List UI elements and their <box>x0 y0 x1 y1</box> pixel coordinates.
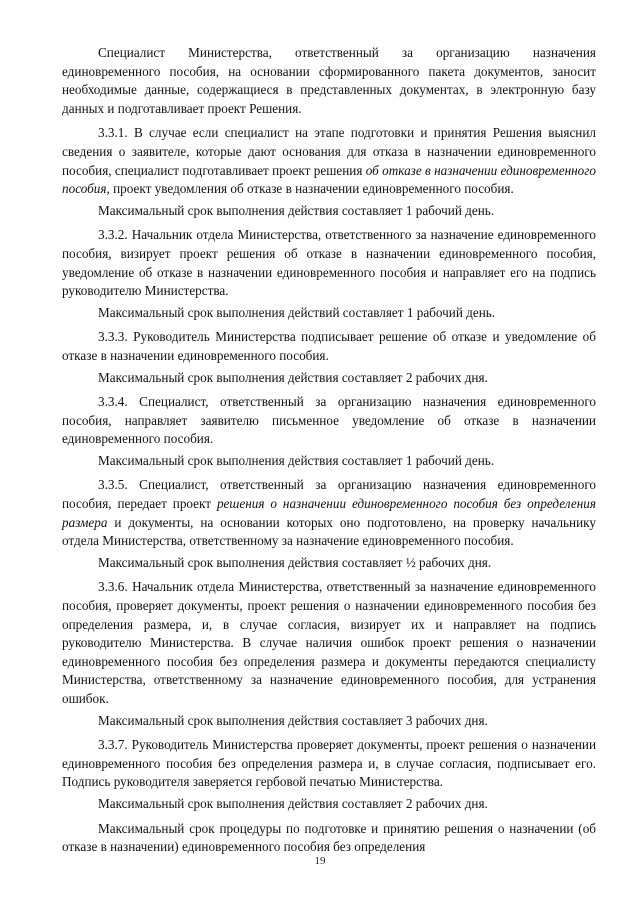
term-3-3-2: Максимальный срок выполнения действий составляет 1 рабочий день. <box>98 304 496 320</box>
paragraph-3-3-1-text-a: 3.3.1. В случае если специалист на этапе подготовки и принятия Решения выяснил сведения о заявителе, которые дают основания для отказа в назначении единовременного пособия, специалист подготавливает проект решения <box>62 125 596 178</box>
page-number: 19 <box>314 855 326 867</box>
paragraph-intro: Специалист Министерства, ответственный за организацию назначения единовременного пособия, на основании сформированного пакета документов, заносит необходимые данные, содержащиеся в представленных документах, в электронную базу данных и подготавливает проект Решения. <box>62 45 596 116</box>
paragraph-3-3-5 <box>62 476 596 550</box>
paragraph-3-3-1-emphasis: об отказе в назначении единовременного пособия <box>62 162 596 197</box>
paragraph-3-3-5-emphasis: решения о назначении единовременного пособия без определения размера <box>62 496 596 530</box>
term-3-3-7: Максимальный срок выполнения действия составляет 2 рабочих дня. <box>98 795 488 811</box>
document-body <box>62 44 596 863</box>
paragraph-3-3-4: 3.3.4. Специалист, ответственный за организацию назначения единовременного пособия, направляет заявителю письменное уведомление об отказе в назначении единовременного пособия. <box>62 394 596 447</box>
paragraph-3-3-5-text-a: 3.3.5. Специалист, ответственный за организацию назначения единовременного пособия, передает проект <box>62 477 596 512</box>
paragraph-3-3-3: 3.3.3. Руководитель Министерства подписывает решение об отказе и уведомление об отказе в назначении единовременного пособия. <box>62 329 596 363</box>
paragraph-3-3-5-text-b: и документы, на основании которых оно подготовлено, на проверку начальнику отдела Министерства, ответственному за назначение единовременного пособия. <box>62 514 596 549</box>
term-3-3-1: Максимальный срок выполнения действия составляет 1 рабочий день. <box>98 202 495 218</box>
paragraph-3-3-7: 3.3.7. Руководитель Министерства проверяет документы, проект решения о назначении единовременного пособия без определения размера и, в случае согласия, подписывает его. Подпись руководителя заверяется гербовой печатью Министерства. <box>62 737 596 790</box>
term-3-3-4: Максимальный срок выполнения действия составляет 1 рабочий день. <box>98 452 495 468</box>
term-3-3-5: Максимальный срок выполнения действия составляет ½ рабочих дня. <box>98 554 492 570</box>
paragraph-3-3-2: 3.3.2. Начальник отдела Министерства, ответственного за назначение единовременного пособия, визирует проект решения об отказе в назначении единовременного пособия, уведомление об отказе в назначении единовременного пособия и направляет его на подпись руководителю Министерства. <box>62 227 596 299</box>
paragraph-3-3-1 <box>62 124 596 198</box>
paragraph-3-3-6: 3.3.6. Начальник отдела Министерства, ответственный за назначение единовременного пособия, проверяет документы, проект решения о назначении единовременного пособия без определения размера, и, в случае согласия, визирует их и направляет на подпись руководителю Министерства. В случае наличия ошибок проект решения о назначении единовременного пособия без определения размера и документы передаются специалисту Министерства, ответственному за назначение единовременного пособия, для устранения ошибок. <box>62 579 596 706</box>
term-3-3-6: Максимальный срок выполнения действия составляет 3 рабочих дня. <box>98 712 488 728</box>
term-3-3-3: Максимальный срок выполнения действия составляет 2 рабочих дня. <box>98 369 488 385</box>
paragraph-3-3-1-text-b: , проект уведомления об отказе в назначении единовременного пособия. <box>106 181 514 197</box>
paragraph-summary: Максимальный срок процедуры по подготовке и принятию решения о назначении (об отказе в назначении) единовременного пособия без определения <box>62 820 596 855</box>
